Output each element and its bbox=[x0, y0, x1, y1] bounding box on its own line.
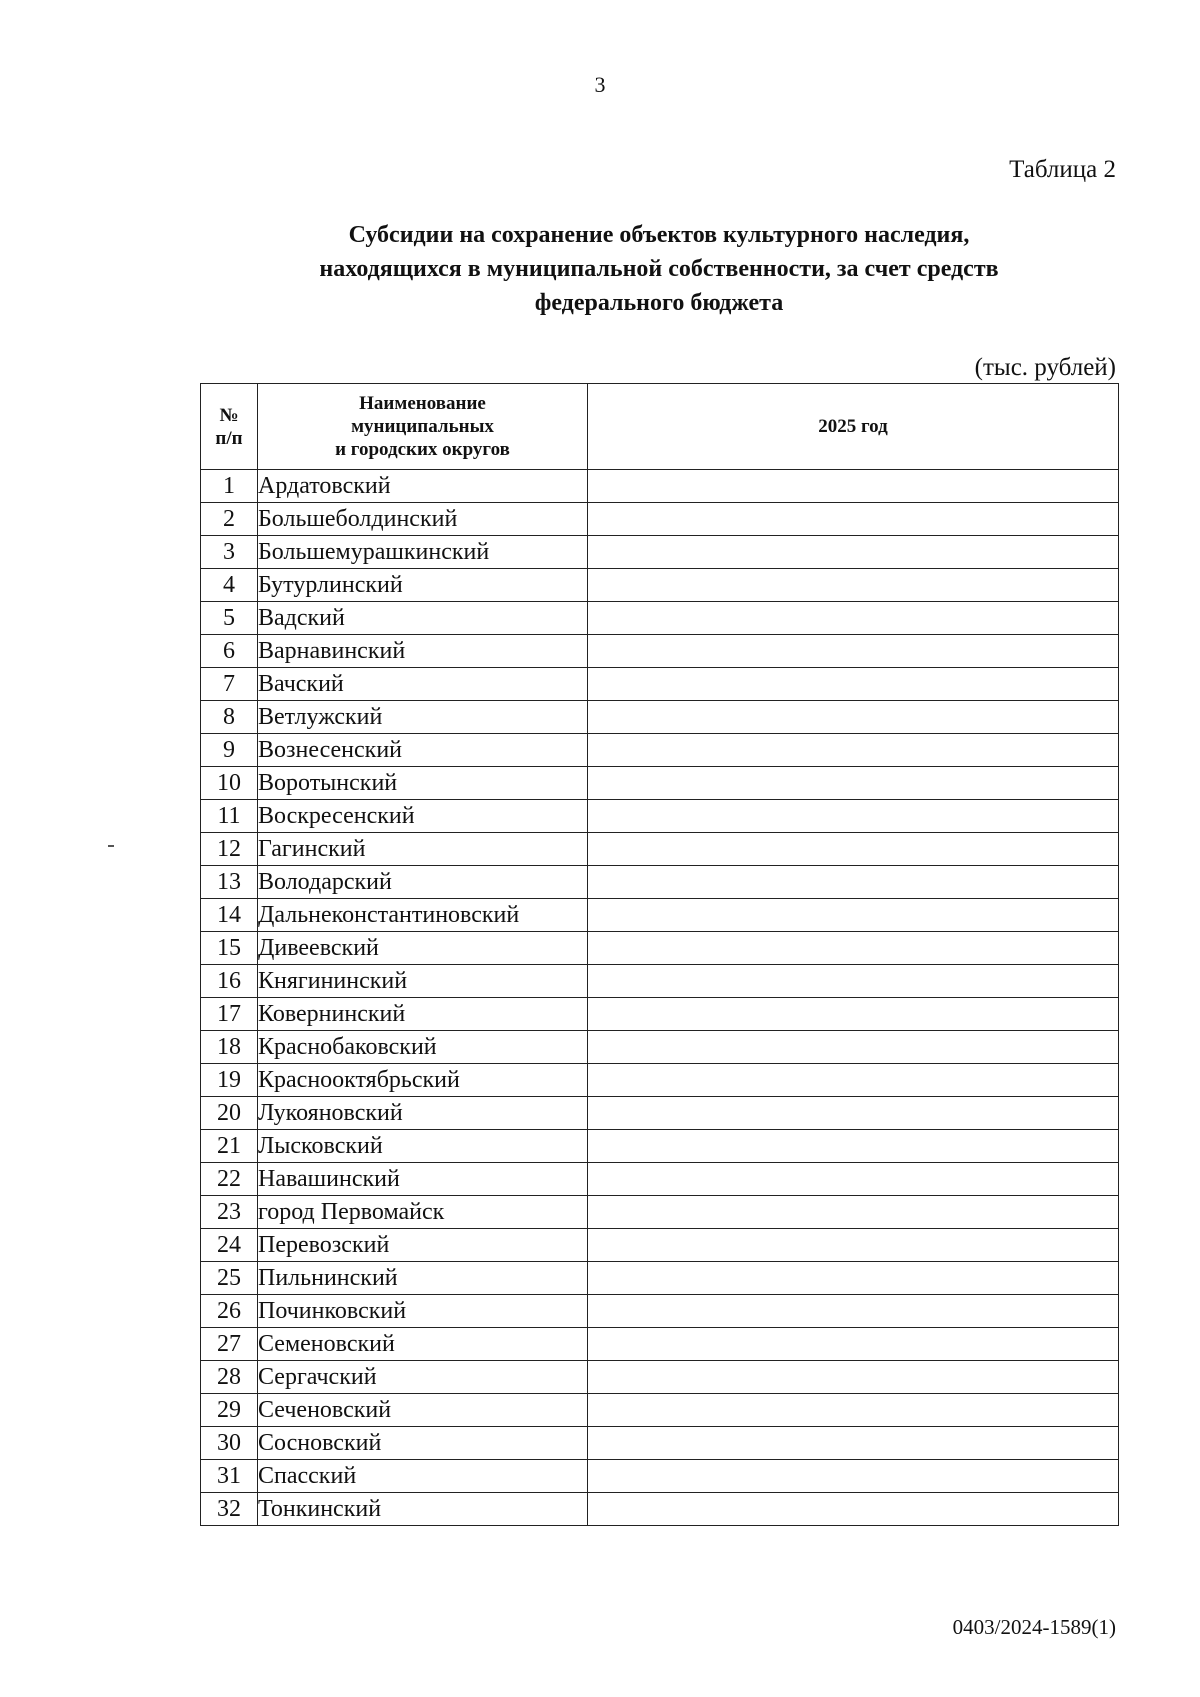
value-2025 bbox=[588, 1361, 1119, 1394]
value-2025 bbox=[588, 1064, 1119, 1097]
row-number: 20 bbox=[201, 1097, 258, 1130]
subsidies-table bbox=[200, 383, 1119, 1526]
row-number: 16 bbox=[201, 965, 258, 998]
row-number: 15 bbox=[201, 932, 258, 965]
municipality-name: Пильнинский bbox=[258, 1262, 588, 1295]
row-number: 12 bbox=[201, 833, 258, 866]
municipality-name: Вознесенский bbox=[258, 734, 588, 767]
header-name-line-3: и городских округов bbox=[335, 439, 510, 460]
municipality-name: Семеновский bbox=[258, 1328, 588, 1361]
row-number: 7 bbox=[201, 668, 258, 701]
row-number: 27 bbox=[201, 1328, 258, 1361]
table-row bbox=[201, 701, 1119, 734]
municipality-name: Ардатовский bbox=[258, 470, 588, 503]
value-2025 bbox=[588, 1229, 1119, 1262]
value-2025 bbox=[588, 833, 1119, 866]
row-number: 25 bbox=[201, 1262, 258, 1295]
value-2025 bbox=[588, 899, 1119, 932]
table-row bbox=[201, 602, 1119, 635]
municipality-name: Лысковский bbox=[258, 1130, 588, 1163]
municipality-name: Вачский bbox=[258, 668, 588, 701]
value-2025 bbox=[588, 569, 1119, 602]
page-number: 3 bbox=[594, 72, 606, 97]
value-2025 bbox=[588, 800, 1119, 833]
value-2025 bbox=[588, 668, 1119, 701]
value-2025 bbox=[588, 998, 1119, 1031]
municipality-name: Княгининский bbox=[258, 965, 588, 998]
municipality-name: Сосновский bbox=[258, 1427, 588, 1460]
table-row bbox=[201, 1460, 1119, 1493]
value-2025 bbox=[588, 1328, 1119, 1361]
value-2025 bbox=[588, 866, 1119, 899]
header-number-line-2: п/п bbox=[215, 427, 243, 449]
municipality-name: Тонкинский bbox=[258, 1493, 588, 1526]
value-2025 bbox=[588, 1163, 1119, 1196]
value-2025 bbox=[588, 1262, 1119, 1295]
row-number: 28 bbox=[201, 1361, 258, 1394]
municipality-name: Бутурлинский bbox=[258, 569, 588, 602]
municipality-name: Варнавинский bbox=[258, 635, 588, 668]
value-2025 bbox=[588, 734, 1119, 767]
table-row bbox=[201, 1130, 1119, 1163]
table-row bbox=[201, 1031, 1119, 1064]
table-row bbox=[201, 1427, 1119, 1460]
municipality-name: Воскресенский bbox=[258, 800, 588, 833]
value-2025 bbox=[588, 470, 1119, 503]
table-row bbox=[201, 668, 1119, 701]
document-title bbox=[200, 218, 1118, 320]
row-number: 5 bbox=[201, 602, 258, 635]
table-row bbox=[201, 767, 1119, 800]
municipality-name: Вадский bbox=[258, 602, 588, 635]
table-row bbox=[201, 734, 1119, 767]
row-number: 8 bbox=[201, 701, 258, 734]
row-number: 30 bbox=[201, 1427, 258, 1460]
table-row bbox=[201, 1361, 1119, 1394]
municipality-name: Ветлужский bbox=[258, 701, 588, 734]
value-2025 bbox=[588, 701, 1119, 734]
row-number: 29 bbox=[201, 1394, 258, 1427]
header-number bbox=[201, 384, 258, 470]
table-row bbox=[201, 635, 1119, 668]
municipality-name: Лукояновский bbox=[258, 1097, 588, 1130]
municipality-name: Краснобаковский bbox=[258, 1031, 588, 1064]
row-number: 11 bbox=[201, 800, 258, 833]
value-2025 bbox=[588, 635, 1119, 668]
title-line-3: федерального бюджета bbox=[534, 290, 784, 316]
table-row bbox=[201, 1493, 1119, 1526]
document-code: 0403/2024-1589(1) bbox=[952, 1615, 1116, 1639]
table-row bbox=[201, 800, 1119, 833]
municipality-name: Краснооктябрьский bbox=[258, 1064, 588, 1097]
row-number: 10 bbox=[201, 767, 258, 800]
municipality-name: город Первомайск bbox=[258, 1196, 588, 1229]
municipality-name: Гагинский bbox=[258, 833, 588, 866]
row-number: 17 bbox=[201, 998, 258, 1031]
municipality-name: Перевозский bbox=[258, 1229, 588, 1262]
table-row bbox=[201, 1163, 1119, 1196]
table-row bbox=[201, 1196, 1119, 1229]
value-2025 bbox=[588, 1493, 1119, 1526]
header-name bbox=[258, 384, 588, 470]
table-row bbox=[201, 866, 1119, 899]
table-row bbox=[201, 1394, 1119, 1427]
municipality-name: Воротынский bbox=[258, 767, 588, 800]
value-2025 bbox=[588, 1427, 1119, 1460]
value-2025 bbox=[588, 767, 1119, 800]
municipality-name: Большеболдинский bbox=[258, 503, 588, 536]
municipality-name: Сергачский bbox=[258, 1361, 588, 1394]
value-2025 bbox=[588, 1130, 1119, 1163]
row-number: 22 bbox=[201, 1163, 258, 1196]
municipality-name: Дальнеконстантиновский bbox=[258, 899, 588, 932]
table-row bbox=[201, 965, 1119, 998]
row-number: 1 bbox=[201, 470, 258, 503]
municipality-name: Навашинский bbox=[258, 1163, 588, 1196]
scan-artifact bbox=[108, 845, 114, 847]
table-row bbox=[201, 899, 1119, 932]
table-row bbox=[201, 1328, 1119, 1361]
value-2025 bbox=[588, 1460, 1119, 1493]
row-number: 4 bbox=[201, 569, 258, 602]
table-row bbox=[201, 932, 1119, 965]
municipality-name: Ковернинский bbox=[258, 998, 588, 1031]
municipality-name: Володарский bbox=[258, 866, 588, 899]
table-row bbox=[201, 1262, 1119, 1295]
title-line-2: находящихся в муниципальной собственности, за счет средств bbox=[319, 256, 999, 282]
units-label: (тыс. рублей) bbox=[974, 354, 1116, 381]
value-2025 bbox=[588, 1097, 1119, 1130]
value-2025 bbox=[588, 536, 1119, 569]
row-number: 23 bbox=[201, 1196, 258, 1229]
value-2025 bbox=[588, 932, 1119, 965]
header-name-line-1: Наименование bbox=[359, 393, 486, 414]
title-line-1: Субсидии на сохранение объектов культурного наследия, bbox=[348, 222, 970, 248]
table-row bbox=[201, 833, 1119, 866]
table-header-row bbox=[201, 384, 1119, 470]
table-row bbox=[201, 1097, 1119, 1130]
table-row bbox=[201, 998, 1119, 1031]
municipality-name: Сеченовский bbox=[258, 1394, 588, 1427]
table-row bbox=[201, 1229, 1119, 1262]
row-number: 26 bbox=[201, 1295, 258, 1328]
municipality-name: Спасский bbox=[258, 1460, 588, 1493]
value-2025 bbox=[588, 602, 1119, 635]
row-number: 24 bbox=[201, 1229, 258, 1262]
table-label: Таблица 2 bbox=[1009, 156, 1116, 183]
row-number: 21 bbox=[201, 1130, 258, 1163]
value-2025 bbox=[588, 1196, 1119, 1229]
municipality-name: Починковский bbox=[258, 1295, 588, 1328]
table-row bbox=[201, 1064, 1119, 1097]
row-number: 6 bbox=[201, 635, 258, 668]
row-number: 3 bbox=[201, 536, 258, 569]
row-number: 14 bbox=[201, 899, 258, 932]
row-number: 31 bbox=[201, 1460, 258, 1493]
table-row bbox=[201, 536, 1119, 569]
row-number: 13 bbox=[201, 866, 258, 899]
table-row bbox=[201, 1295, 1119, 1328]
header-number-line-1: № bbox=[219, 404, 239, 426]
row-number: 19 bbox=[201, 1064, 258, 1097]
row-number: 9 bbox=[201, 734, 258, 767]
row-number: 2 bbox=[201, 503, 258, 536]
value-2025 bbox=[588, 1394, 1119, 1427]
row-number: 32 bbox=[201, 1493, 258, 1526]
value-2025 bbox=[588, 1295, 1119, 1328]
value-2025 bbox=[588, 503, 1119, 536]
header-name-line-2: муниципальных bbox=[351, 416, 494, 437]
table-row bbox=[201, 503, 1119, 536]
municipality-name: Большемурашкинский bbox=[258, 536, 588, 569]
value-2025 bbox=[588, 965, 1119, 998]
value-2025 bbox=[588, 1031, 1119, 1064]
municipality-name: Дивеевский bbox=[258, 932, 588, 965]
header-year: 2025 год bbox=[588, 384, 1119, 470]
table-row bbox=[201, 569, 1119, 602]
table-body bbox=[201, 470, 1119, 1526]
table-row bbox=[201, 470, 1119, 503]
row-number: 18 bbox=[201, 1031, 258, 1064]
